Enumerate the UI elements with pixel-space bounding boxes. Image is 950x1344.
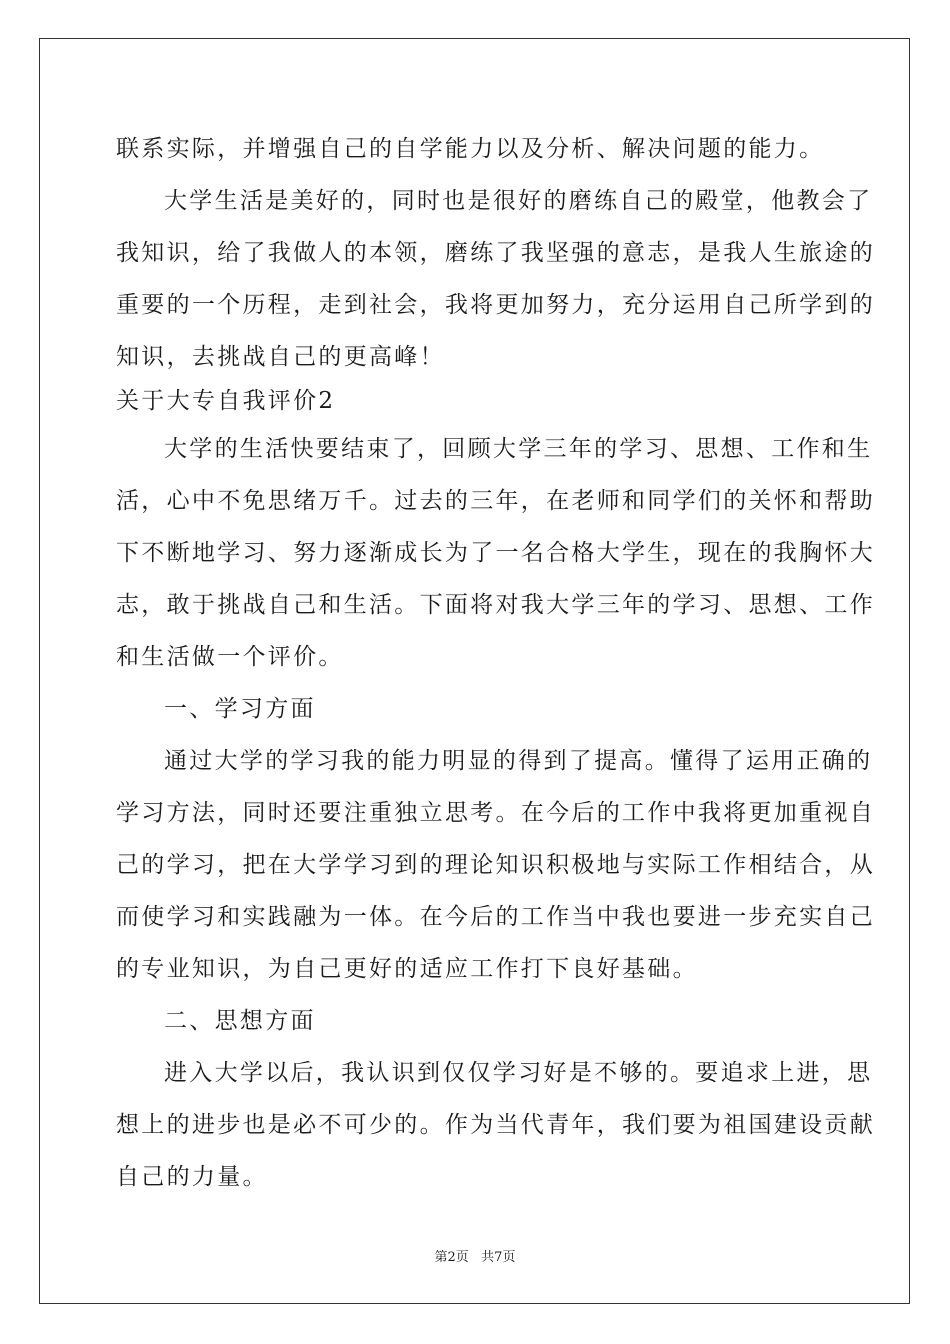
body-text-line: 我知识，给了我做人的本领，磨练了我坚强的意志，是我人生旅途的 [116,240,875,266]
body-text-line: 重要的一个历程，走到社会，我将更加努力，充分运用自己所学到的 [116,292,875,318]
body-text-line: 想上的进步也是必不可少的。作为当代青年，我们要为祖国建设贡献 [116,1112,875,1138]
section-heading: 关于大专自我评价2 [116,388,336,414]
body-text-line: 己的学习，把在大学学习到的理论知识积极地与实际工作相结合，从 [116,852,875,878]
body-text-line: 通过大学的学习我的能力明显的得到了提高。懂得了运用正确的 [164,748,873,774]
subsection-heading: 二、思想方面 [164,1008,316,1034]
body-text-line: 进入大学以后，我认识到仅仅学习好是不够的。要追求上进，思 [164,1060,873,1086]
body-text-line: 的专业知识，为自己更好的适应工作打下良好基础。 [116,956,698,982]
body-text-line: 活，心中不免思绪万千。过去的三年，在老师和同学们的关怀和帮助 [116,488,875,514]
page-number-footer: 第2页 共7页 [434,1250,516,1265]
subsection-heading: 一、学习方面 [164,696,316,722]
body-text-line: 大学生活是美好的，同时也是很好的磨练自己的殿堂，他教会了 [164,188,873,214]
body-text-line: 而使学习和实践融为一体。在今后的工作当中我也要进一步充实自己 [116,904,875,930]
body-text-line: 自己的力量。 [116,1164,268,1190]
body-text-line: 学习方法，同时还要注重独立思考。在今后的工作中我将更加重视自 [116,800,875,826]
body-text-line: 志，敢于挑战自己和生活。下面将对我大学三年的学习、思想、工作 [116,592,875,618]
body-text-line: 大学的生活快要结束了，回顾大学三年的学习、思想、工作和生 [164,436,873,462]
body-text-line: 联系实际，并增强自己的自学能力以及分析、解决问题的能力。 [116,136,825,162]
body-text-line: 和生活做一个评价。 [116,644,344,670]
body-text-line: 知识，去挑战自己的更高峰！ [116,344,445,370]
body-text-line: 下不断地学习、努力逐渐成长为了一名合格大学生，现在的我胸怀大 [116,540,875,566]
